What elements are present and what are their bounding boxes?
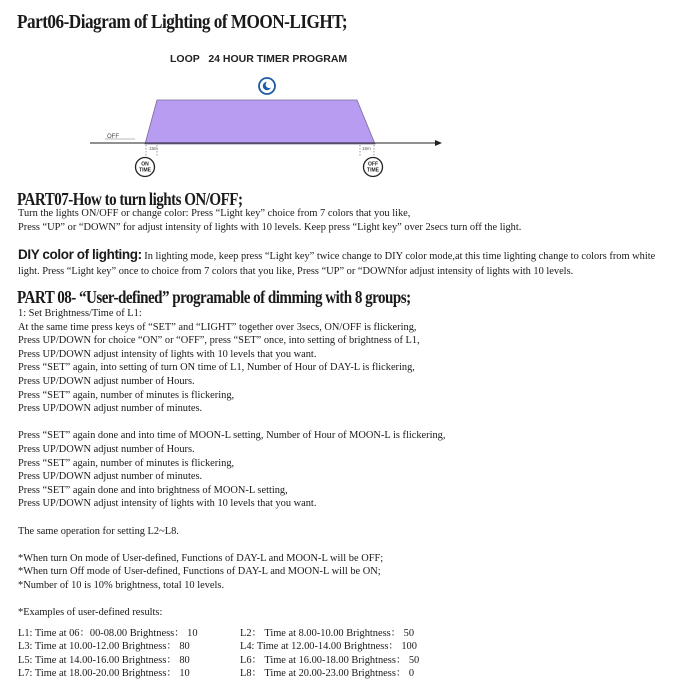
part08-line: Press UP/DOWN adjust number of minutes. — [18, 471, 203, 483]
part08-heading: PART 08- “User-defined” programable of dimming with 8 groups; — [17, 287, 411, 307]
part08-line — [18, 538, 445, 552]
example-cell: L8： Time at 20.00-23.00 Brightness： 0 — [240, 668, 415, 680]
example-cell: L3: Time at 10.00-12.00 Brightness： 80 — [18, 641, 190, 653]
on-time-label-1: ON — [141, 161, 149, 168]
part08-line: Press “SET” again done and into time of MOON-L setting, Number of Hour of MOON-L is flickering, — [18, 430, 446, 442]
part08-line: Press UP/DOWN adjust number of Hours. — [18, 443, 195, 455]
off-label: OFF — [107, 134, 119, 140]
moonlight-area — [145, 100, 375, 144]
part08-line: Press UP/DOWN for choice “ON” or “OFF”, press “SET” once, into setting of brightness of L1, — [18, 335, 420, 347]
moon-icon — [259, 78, 275, 94]
on-time-label-2: TIME — [139, 167, 151, 174]
diy-line-2: light. Press “Light key” once to choice from 7 colors that you like, Press “UP” or “DOWNfor adjust intensity of lights with 10 levels. — [18, 265, 574, 277]
part08-line: Press UP/DOWN adjust intensity of lights with 10 levels that you want. — [18, 498, 317, 510]
off-time-label-1: OFF — [368, 161, 378, 168]
part07-heading: PART07-How to turn lights ON/OFF; — [17, 189, 243, 209]
part08-line: Press “SET” again done and into brightness of MOON-L setting, — [18, 484, 288, 496]
examples-row — [18, 627, 419, 640]
on-time-marker — [136, 158, 155, 177]
part08-line: Press “SET” again, into setting of turn ON time of L1, Number of Hour of DAY-L is flickering, — [18, 362, 415, 374]
example-cell: L4: Time at 12.00-14.00 Brightness： 100 — [240, 641, 417, 653]
timer-diagram — [85, 44, 445, 184]
part08-line: *Number of 10 is 10% brightness, total 10 levels. — [18, 579, 225, 591]
part08-line — [18, 592, 445, 606]
part08-line — [18, 416, 445, 430]
part07-body — [18, 207, 521, 235]
page-title: Part06-Diagram of Lighting of MOON-LIGHT; — [17, 11, 348, 33]
ramp-label-right: 15m — [362, 146, 371, 151]
part08-line: *When turn On mode of User-defined, Functions of DAY-L and MOON-L will be OFF; — [18, 552, 384, 564]
diy-section — [18, 248, 655, 279]
part08-line: Press “SET” again, number of minutes is flickering, — [18, 457, 235, 469]
diy-heading: DIY color of lighting: — [18, 247, 142, 262]
example-cell: L7: Time at 18.00-20.00 Brightness： 10 — [18, 668, 190, 680]
ramp-label-left: 15m — [149, 146, 158, 151]
part07-line: Press “UP” or “DOWN” for adjust intensity of lights with 10 levels. Keep press “Light key” over 2secs turn off the light. — [18, 222, 522, 234]
example-cell: L1: Time at 06：00-08.00 Brightness： 10 — [18, 628, 198, 639]
examples-row — [18, 667, 419, 680]
axis-arrow-icon — [435, 140, 442, 146]
examples-table — [18, 627, 419, 681]
examples-row — [18, 640, 419, 653]
part08-line: 1: Set Brightness/Time of L1: — [18, 308, 142, 319]
part08-line — [18, 511, 445, 525]
part08-line: Press “SET” again, number of minutes is flickering, — [18, 389, 235, 401]
examples-row — [18, 654, 419, 667]
part08-line: *Examples of user-defined results: — [18, 607, 163, 619]
diagram-heading: LOOP 24 HOUR TIMER PROGRAM — [170, 53, 348, 65]
part07-line: Turn the lights ON/OFF or change color: Press “Light key” choice from 7 colors that you like, — [18, 208, 411, 219]
part08-line: At the same time press keys of “SET” and “LIGHT” together over 3secs, ON/OFF is flickering, — [18, 321, 417, 333]
part08-line: Press UP/DOWN adjust number of minutes. — [18, 403, 203, 415]
example-cell: L2： Time at 8.00-10.00 Brightness： 50 — [240, 628, 415, 639]
diy-line-1: In lighting mode, keep press “Light key” twice change to DIY color mode,at this time lighting change to colors from white — [141, 251, 656, 262]
part08-line: *When turn Off mode of User-defined, Functions of DAY-L and MOON-L will be ON; — [18, 566, 381, 578]
off-time-label-2: TIME — [367, 167, 379, 174]
part08-body — [18, 307, 445, 620]
part08-line: Press UP/DOWN adjust intensity of lights with 10 levels that you want. — [18, 348, 317, 360]
example-cell: L6： Time at 16.00-18.00 Brightness： 50 — [240, 654, 420, 666]
part08-line: The same operation for setting L2~L8. — [18, 525, 179, 537]
example-cell: L5: Time at 14.00-16.00 Brightness： 80 — [18, 654, 190, 666]
off-time-marker — [364, 158, 383, 177]
part08-line: Press UP/DOWN adjust number of Hours. — [18, 375, 195, 387]
